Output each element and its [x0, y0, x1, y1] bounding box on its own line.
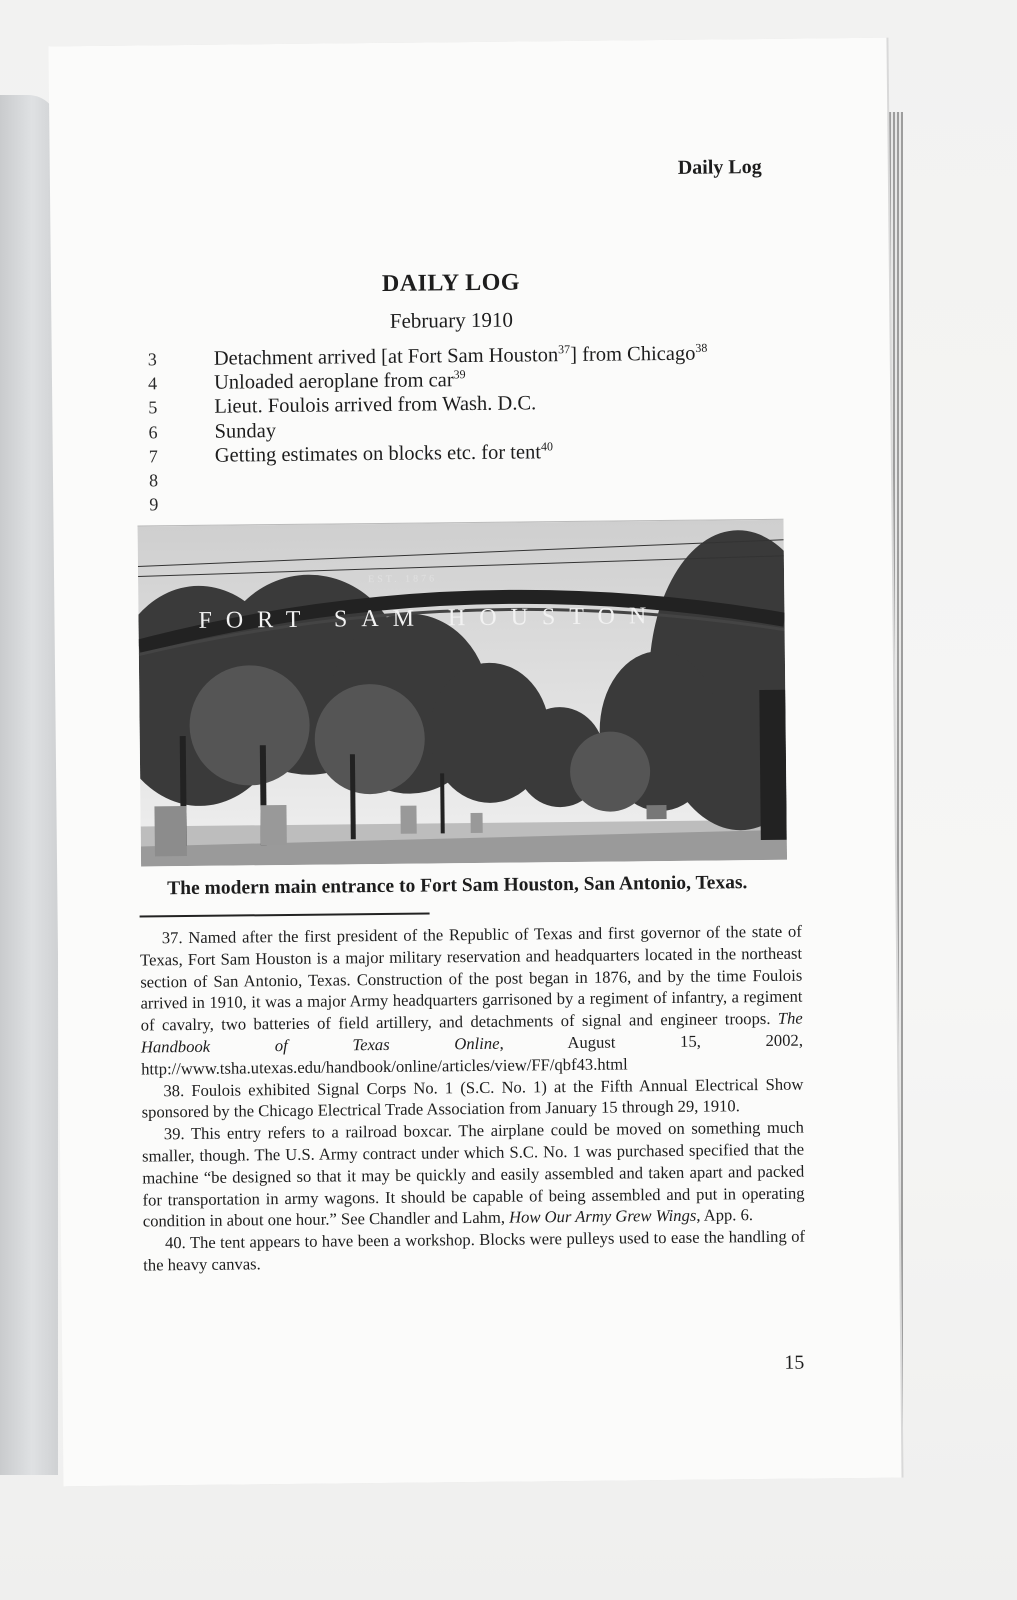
log-day: 9	[149, 494, 159, 515]
footnote-text: , App. 6.	[696, 1205, 754, 1226]
footnote	[140, 921, 804, 1081]
page-subtitle: February 1910	[389, 307, 514, 333]
log-entry-text: Unloaded aeroplane from car	[213, 369, 454, 394]
footnote-ref: 38	[695, 340, 708, 355]
footnote	[143, 1226, 805, 1277]
page-title: DAILY LOG	[381, 269, 521, 297]
page-number: 15	[784, 1351, 805, 1374]
log-row	[145, 487, 709, 517]
log-entry-text: Sunday	[214, 419, 277, 443]
footnote-text: 37. Named after the first president of the Republic of Texas and first governor of the state of Texas, Fort Sam Houston is a major military reservation and headquarters located in the northeast section of San Antonio, Texas. Construction of the post began in 1876, and by the time Foulois arrived in 1910, it was a major Army headquarters garrisoned by a regiment of infantry, a regiment of cavalry, two batteries of field artillery, and detachments of signal and engineer troops.	[139, 921, 803, 1035]
log-entry-text: Detachment arrived [at Fort Sam Houston	[213, 344, 559, 370]
footnote	[142, 1117, 805, 1233]
facing-page-edge	[0, 95, 58, 1475]
log-day: 6	[148, 421, 158, 442]
log-entry-text: Lieut. Foulois arrived from Wash. D.C.	[214, 392, 537, 419]
footnote-text: 39. This entry refers to a railroad boxcar. The airplane could be moved on something much smaller, though. The U.S. Army contract under which S.C. No. 1 was purchased specified that the machine “be designed so that it may be quickly and easily assembled and taken apart and packed for transportation in army wagons. It should be capable of being assembled and put in operating condition in about one hour.” See Chandler and Lahm,	[142, 1117, 805, 1231]
log-day: 4	[147, 373, 158, 394]
footnote-title: How Our Army Grew Wings	[509, 1206, 697, 1228]
footnote-title: The Handbook of Texas Online	[140, 1008, 803, 1057]
arch-lettering: FORT SAM HOUSTON	[198, 603, 661, 634]
log-day: 5	[148, 397, 158, 418]
log-entry	[215, 440, 553, 468]
log-entry	[214, 419, 276, 444]
book-page	[48, 38, 901, 1487]
footnote-text: 40. The tent appears to have been a workshop. Blocks were pulleys used to ease the handling of the heavy canvas.	[143, 1226, 806, 1275]
arch-date: EST. 1876	[368, 573, 438, 586]
daily-log-list	[144, 342, 709, 517]
log-entry	[214, 368, 466, 395]
log-entry-text: Getting estimates on blocks etc. for tent	[214, 441, 542, 467]
footnote-ref: 37	[558, 342, 571, 357]
footnote-text: 38. Foulois exhibited Signal Corps No. 1 (S.C. No. 1) at the Fifth Annual Electrical Show sponsored by the Chicago Electrical Trade Association from January 15 through 29, 1910.	[141, 1074, 804, 1122]
footnote-rule	[140, 912, 430, 917]
running-head: Daily Log	[677, 155, 762, 179]
footnotes	[140, 921, 806, 1277]
footnote-text: , August 15, 2002, http://www.tsha.utexas.edu/handbook/online/articles/view/FF/qbf43.html	[141, 1030, 804, 1079]
footnote-ref: 40	[540, 439, 553, 454]
photo-illustration	[138, 520, 788, 867]
log-entry	[214, 392, 536, 420]
footnote-ref: 39	[453, 367, 466, 382]
photo-caption: The modern main entrance to Fort Sam Houston, San Antonio, Texas.	[167, 872, 748, 900]
log-entry-text: ] from Chicago	[570, 342, 696, 366]
log-day: 3	[147, 349, 157, 370]
log-day: 8	[148, 470, 159, 491]
log-day: 7	[148, 446, 158, 467]
footnote	[141, 1073, 803, 1124]
fort-entrance-photo	[138, 519, 788, 867]
